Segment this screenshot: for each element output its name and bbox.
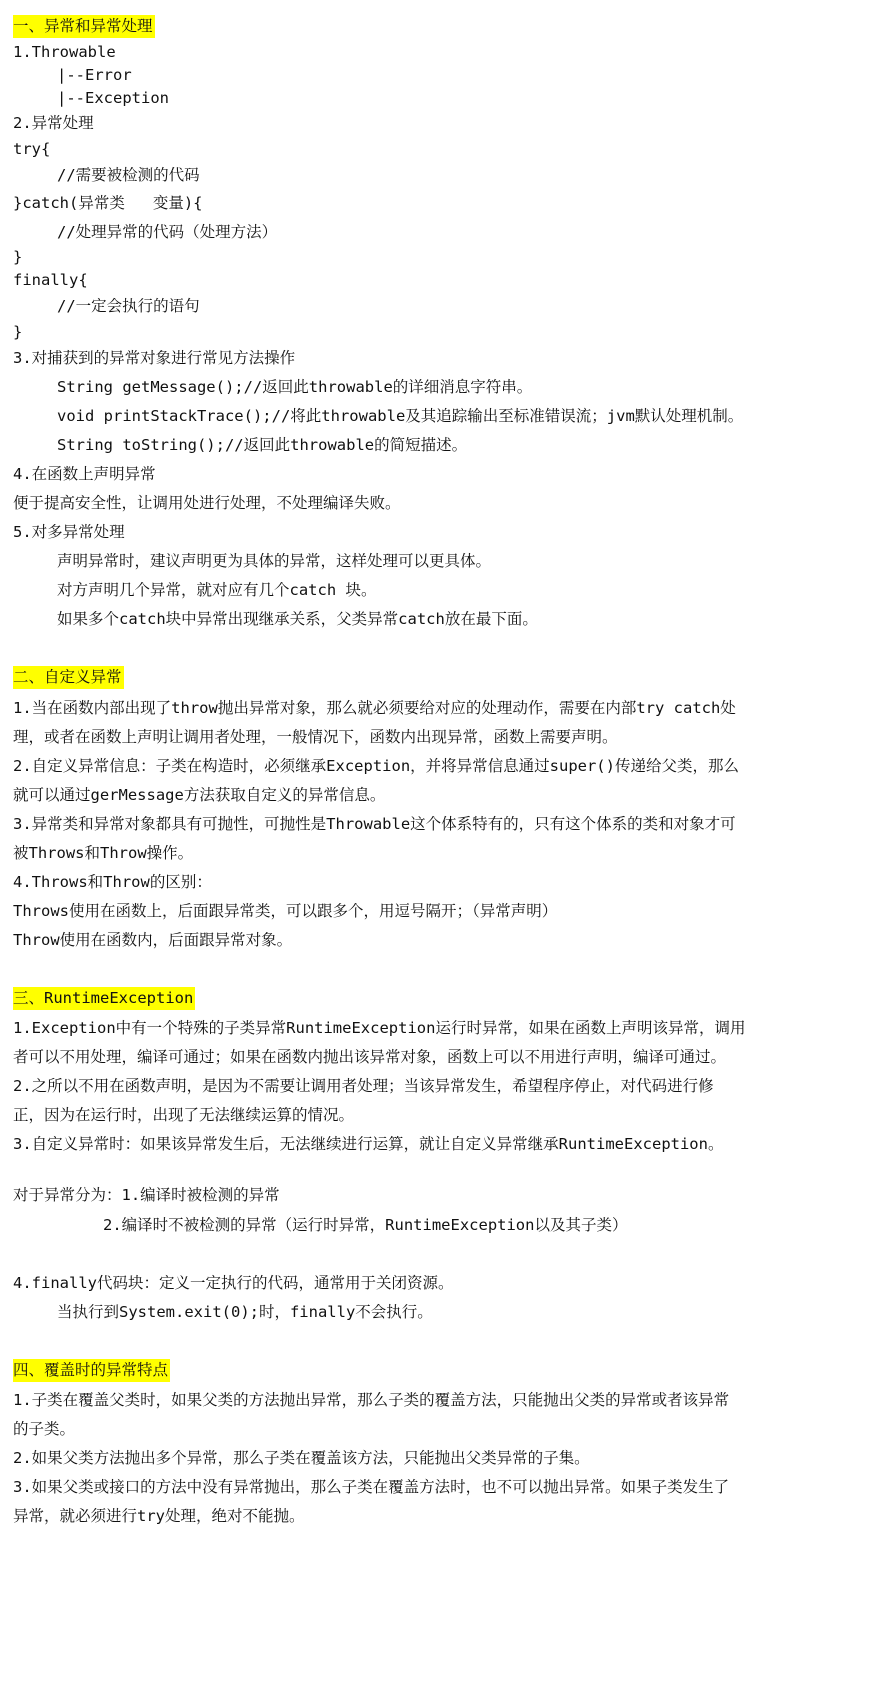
text-line: 当执行到System.exit(0);时，finally不会执行。 [57, 1303, 433, 1321]
text-line: 对方声明几个异常，就对应有几个catch 块。 [57, 581, 377, 599]
text-line: 3.如果父类或接口的方法中没有异常抛出，那么子类在覆盖方法时，也不可以抛出异常。如果子类发生了 [13, 1478, 730, 1496]
text-line: 3.自定义异常时：如果该异常发生后，无法继续进行运算，就让自定义异常继承RuntimeException。 [13, 1135, 724, 1153]
code-line: String getMessage();//返回此throwable的详细消息字符串。 [57, 378, 533, 396]
text-line: 5.对多异常处理 [13, 523, 125, 541]
text-line: 2.编译时不被检测的异常（运行时异常，RuntimeException以及其子类） [103, 1216, 628, 1234]
text-line: 声明异常时，建议声明更为具体的异常，这样处理可以更具体。 [57, 552, 492, 570]
code-line: } [13, 323, 23, 341]
text-line: 2.自定义异常信息：子类在构造时，必须继承Exception，并将异常信息通过super()传递给父类，那么 [13, 757, 739, 775]
code-line: }catch(异常类 变量){ [13, 194, 203, 212]
text-line: 如果多个catch块中异常出现继承关系，父类异常catch放在最下面。 [57, 610, 538, 628]
code-line: finally{ [13, 271, 88, 289]
text-line: 3.异常类和异常对象都具有可抛性，可抛性是Throwable这个体系特有的，只有这个体系的类和对象才可 [13, 815, 736, 833]
text-line: 4.Throws和Throw的区别： [13, 873, 212, 891]
code-line: } [13, 248, 23, 266]
text-line: Throw使用在函数内，后面跟异常对象。 [13, 931, 293, 949]
text-line: 2.如果父类方法抛出多个异常，那么子类在覆盖该方法，只能抛出父类异常的子集。 [13, 1449, 590, 1467]
text-line: 1.Exception中有一个特殊的子类异常RuntimeException运行时异常，如果在函数上声明该异常，调用 [13, 1019, 746, 1037]
text-line: 4.finally代码块：定义一定执行的代码，通常用于关闭资源。 [13, 1274, 454, 1292]
code-line: //需要被检测的代码 [57, 166, 200, 184]
code-line: void printStackTrace();//将此throwable及其追踪输出至标准错误流；jvm默认处理机制。 [57, 407, 744, 425]
text-line: 便于提高安全性，让调用处进行处理，不处理编译失败。 [13, 494, 401, 512]
code-line: |--Exception [57, 89, 169, 107]
text-line: 4.在函数上声明异常 [13, 465, 156, 483]
text-line: 就可以通过gerMessage方法获取自定义的异常信息。 [13, 786, 386, 804]
text-line: 2.异常处理 [13, 114, 94, 132]
text-line: 理，或者在函数上声明让调用者处理，一般情况下，函数内出现异常，函数上需要声明。 [13, 728, 618, 746]
text-line: 的子类。 [13, 1420, 76, 1438]
section-heading-2: 二、自定义异常 [13, 667, 124, 687]
section-heading-1: 一、异常和异常处理 [13, 16, 155, 36]
text-line: 异常，就必须进行try处理，绝对不能抛。 [13, 1507, 305, 1525]
code-line: |--Error [57, 66, 132, 84]
text-line: 正，因为在运行时，出现了无法继续运算的情况。 [13, 1106, 355, 1124]
text-line: 者可以不用处理，编译可通过；如果在函数内抛出该异常对象，函数上可以不用进行声明，编译可通过。 [13, 1048, 727, 1066]
text-line: Throws使用在函数上，后面跟异常类，可以跟多个，用逗号隔开；（异常声明） [13, 902, 558, 920]
text-line: 1.子类在覆盖父类时，如果父类的方法抛出异常，那么子类的覆盖方法，只能抛出父类的异常或者该异常 [13, 1391, 730, 1409]
text-line: 3.对捕获到的异常对象进行常见方法操作 [13, 349, 296, 367]
text-line: 1.当在函数内部出现了throw抛出异常对象，那么就必须要给对应的处理动作，需要在内部try catch处 [13, 699, 736, 717]
section-heading-4: 四、覆盖时的异常特点 [13, 1360, 170, 1380]
code-line: //一定会执行的语句 [57, 297, 200, 315]
code-line: try{ [13, 140, 51, 158]
code-line: //处理异常的代码（处理方法） [57, 223, 278, 241]
text-line: 1.Throwable [13, 43, 116, 61]
text-line: 对于异常分为：1.编译时被检测的异常 [13, 1186, 280, 1204]
text-line: 被Throws和Throw操作。 [13, 844, 194, 862]
code-line: String toString();//返回此throwable的简短描述。 [57, 436, 468, 454]
section-heading-3: 三、RuntimeException [13, 988, 195, 1008]
text-line: 2.之所以不用在函数声明，是因为不需要让调用者处理；当该异常发生，希望程序停止，对代码进行修 [13, 1077, 714, 1095]
